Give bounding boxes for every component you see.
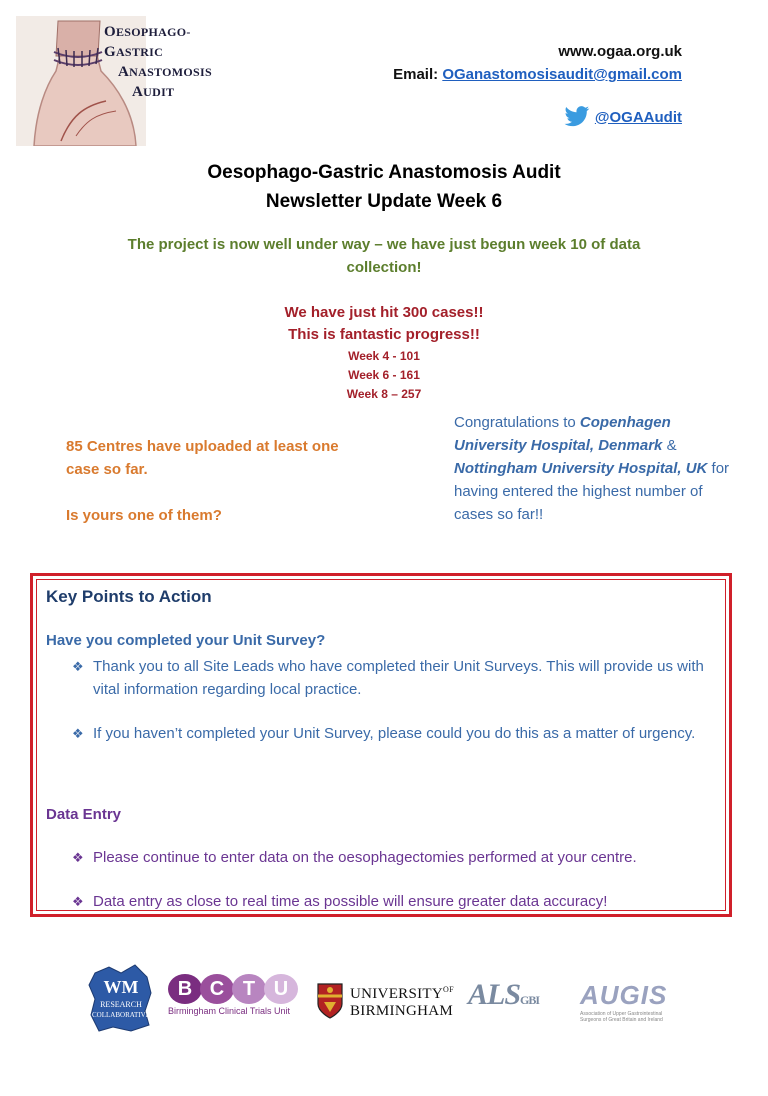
svg-text:WM: WM: [103, 977, 139, 997]
bctu-logo: B C T U Birmingham Clinical Trials Unit: [168, 974, 306, 1016]
bullet-diamond-icon: ❖: [72, 659, 84, 674]
list-item: ❖ Thank you to all Site Leads who have completed their Unit Surveys. This will provide us with vital information regarding local practice.: [72, 655, 724, 701]
svg-text:COLLABORATIVE: COLLABORATIVE: [92, 1011, 150, 1019]
twitter-link[interactable]: @OGAAudit: [594, 108, 682, 126]
key-points-title: Key Points to Action: [46, 587, 212, 606]
website-link[interactable]: www.ogaa.org.uk: [558, 43, 682, 60]
list-item: ❖ Data entry as close to real time as possible will ensure greater data accuracy!: [72, 890, 724, 913]
list-item: ❖ If you haven’t completed your Unit Survey, please could you do this as a matter of urgency.: [72, 722, 724, 745]
week-count: Week 4 - 101: [348, 349, 420, 363]
centres-uploaded-note: 85 Centres have uploaded at least one case so far. Is yours one of them?: [66, 438, 339, 524]
wm-research-collaborative-logo: [87, 963, 155, 1038]
als-gbi-logo: ALSGBI: [468, 978, 540, 1011]
contact-block: [393, 40, 682, 86]
email-link[interactable]: OGanastomosisaudit@gmail.com: [442, 66, 682, 83]
university-of-birmingham-logo: $UNIVERSITY^{OF}$ BIRMINGHAM: [316, 981, 454, 1020]
svg-text:RESEARCH: RESEARCH: [100, 1000, 142, 1009]
week-count: Week 8 – 257: [346, 387, 422, 401]
progress-intro: The project is now well under way – we have just begun week 10 of data collection!: [127, 236, 641, 276]
university-crest-icon: [316, 982, 344, 1020]
weekly-case-counts: [0, 347, 768, 404]
bullet-diamond-icon: ❖: [72, 894, 84, 909]
twitter-bird-icon: [563, 106, 591, 128]
newsletter-title: Oesophago-Gastric Anastomosis Audit Newsletter Update Week 6: [207, 162, 561, 212]
data-entry-heading: Data Entry: [46, 806, 122, 823]
bullet-diamond-icon: ❖: [72, 850, 84, 865]
email-label: Email:: [393, 66, 439, 83]
unit-survey-heading: Have you completed your Unit Survey?: [46, 632, 326, 649]
twitter-handle: [563, 106, 682, 128]
list-item: ❖ Please continue to enter data on the oesophagectomies performed at your centre.: [72, 846, 724, 869]
augis-logo: AUGIS Association of Upper Gastrointestinal Surgeons of Great Britain and Ireland: [580, 980, 668, 1023]
week-count: Week 6 - 161: [348, 368, 420, 382]
progress-headline: We have just hit 300 cases!! This is fantastic progress!!: [284, 304, 484, 343]
audit-logo-wordmark: OESOPHAGO- GASTRIC ANASTOMOSIS AUDIT: [104, 24, 212, 100]
bullet-diamond-icon: ❖: [72, 726, 84, 741]
congratulations-note: Congratulations to Copenhagen University Hospital, Denmark & Nottingham University Hospital, UK for having entered the highest number of cases so far!!: [454, 414, 730, 523]
